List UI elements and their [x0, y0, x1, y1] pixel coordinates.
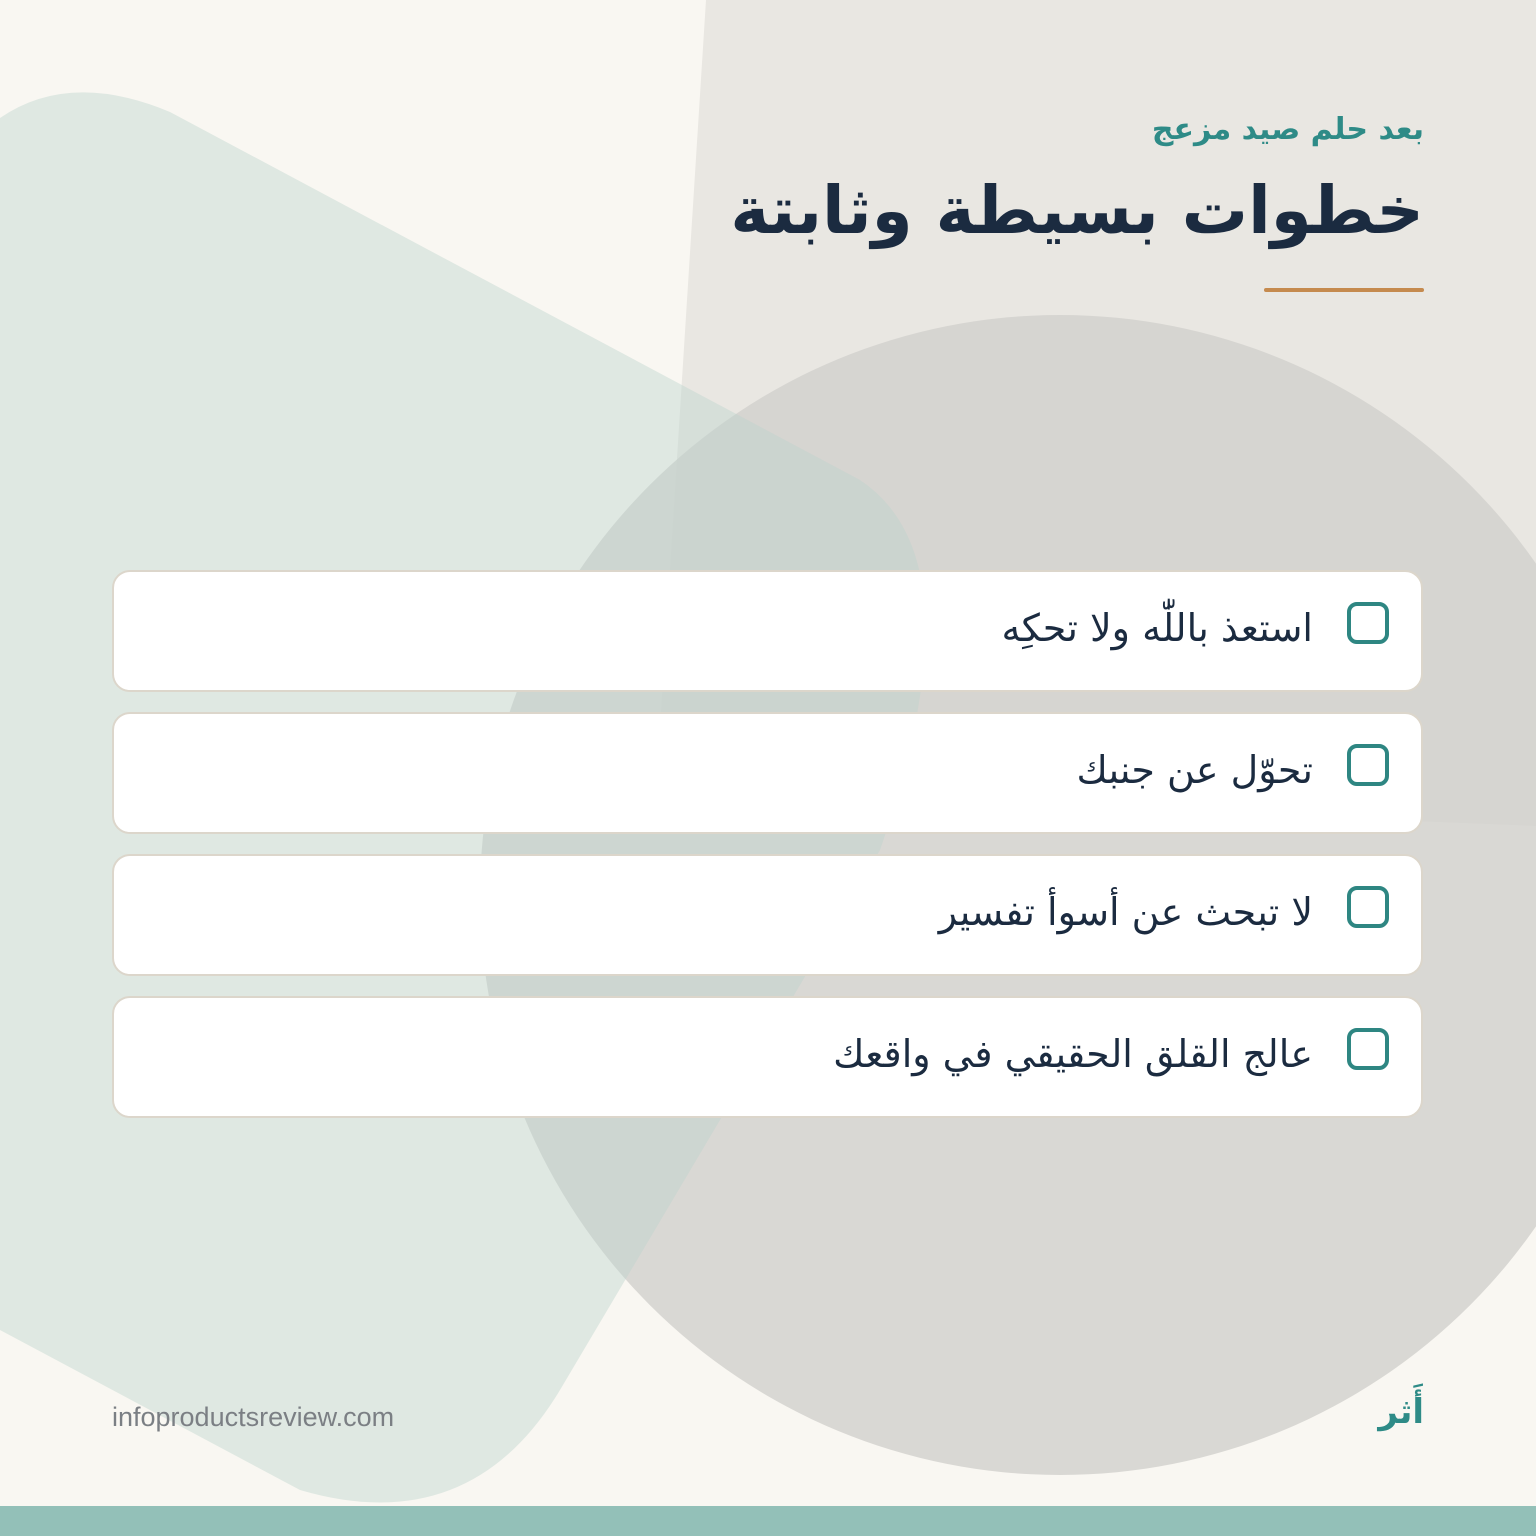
step-card-4[interactable]: [112, 996, 1423, 1118]
checkbox-icon[interactable]: [1347, 1028, 1389, 1070]
step-card-2[interactable]: [112, 712, 1423, 834]
title-underline: [1264, 288, 1424, 292]
page-title: خطوات بسيطة وثابتة: [730, 172, 1424, 249]
step-card-1[interactable]: [112, 570, 1423, 692]
checkbox-icon[interactable]: [1347, 886, 1389, 928]
header-kicker: بعد حلم صيد مزعج: [1151, 112, 1424, 147]
step-card-3[interactable]: [112, 854, 1423, 976]
step-label: لا تبحث عن أسوأ تفسير: [938, 890, 1313, 934]
step-label: عالج القلق الحقيقي في واقعك: [833, 1032, 1313, 1076]
steps-checklist: [112, 570, 1423, 1118]
checkbox-icon[interactable]: [1347, 744, 1389, 786]
bottom-accent-bar: [0, 1506, 1536, 1536]
footer-url: infoproductsreview.com: [112, 1402, 395, 1432]
checkbox-icon[interactable]: [1347, 602, 1389, 644]
step-label: استعذ باللّٰه ولا تحكِه: [1001, 606, 1313, 650]
step-label: تحوّل عن جنبك: [1076, 748, 1313, 792]
brand-logo: أَثر: [1378, 1392, 1424, 1432]
